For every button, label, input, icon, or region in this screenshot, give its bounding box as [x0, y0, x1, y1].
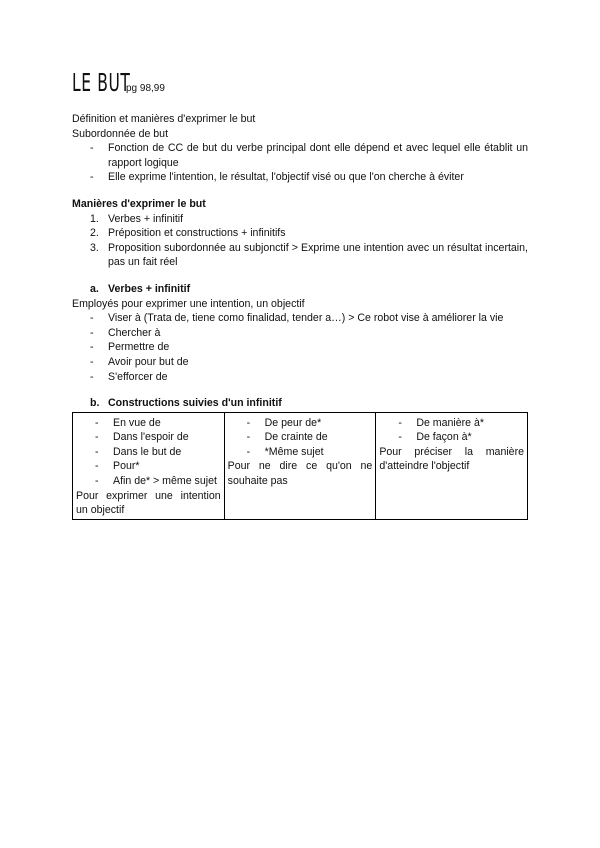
- list-number: 2.: [90, 227, 99, 240]
- list-item: - De crainte de: [228, 430, 373, 445]
- list-item: - Pour*: [76, 459, 221, 474]
- list-text: Verbes + infinitif: [108, 212, 184, 225]
- list-number: 1.: [90, 212, 99, 225]
- cell-list: [379, 416, 524, 445]
- section-a-intro: Employés pour exprimer une intention, un objectif: [72, 297, 305, 310]
- manieres-numbered-list: [72, 212, 528, 270]
- list-item: - Avoir pour but de: [72, 355, 528, 370]
- list-item: - Chercher à: [72, 326, 528, 341]
- section-a-bullet-list: [72, 311, 528, 384]
- constructions-table: [72, 412, 528, 520]
- page-title: LE BUT: [72, 68, 131, 97]
- list-item: - Dans l'espoir de: [76, 430, 221, 445]
- page-reference: pg 98,99: [126, 83, 165, 94]
- cell-note: Pour exprimer une intention un objectif: [76, 489, 221, 517]
- list-item: - Permettre de: [72, 340, 528, 355]
- list-item: - En vue de: [76, 416, 221, 431]
- section-title: Constructions suivies d'un infinitif: [108, 397, 282, 410]
- title-row: [72, 68, 528, 112]
- list-item: - De peur de*: [228, 416, 373, 431]
- section-letter: b.: [90, 397, 100, 410]
- list-text: Préposition et constructions + infinitifs: [108, 227, 286, 240]
- section-title: Verbes + infinitif: [108, 282, 191, 295]
- document-page: [72, 68, 528, 520]
- list-item: - Viser à (Trata de, tiene como finalidad, tender a…) > Ce robot vise à améliorer la vie: [72, 311, 528, 326]
- list-item: - De façon à*: [379, 430, 524, 445]
- list-item: [72, 212, 528, 227]
- list-text: Proposition subordonnée au subjonctif > Exprime une intention avec un résultat incertain, pas un fait réel: [108, 241, 528, 269]
- table-row: [73, 412, 528, 519]
- table-cell-col1: [73, 412, 225, 519]
- list-number: 3.: [90, 241, 99, 254]
- cell-note: Pour préciser la manière d'atteindre l'objectif: [379, 445, 524, 473]
- cell-list: [228, 416, 373, 460]
- cell-list: [76, 416, 221, 489]
- list-item: [72, 226, 528, 241]
- list-item: - Elle exprime l'intention, le résultat, l'objectif visé ou que l'on cherche à éviter: [72, 170, 528, 185]
- list-item: - Fonction de CC de but du verbe principal dont elle dépend et avec lequel elle établit un rapport logique: [72, 141, 528, 170]
- list-item: - Dans le but de: [76, 445, 221, 460]
- section-heading-manieres: Manières d'exprimer le but: [72, 197, 206, 210]
- list-item: - De manière à*: [379, 416, 524, 431]
- cell-note: Pour ne dire ce qu'on ne souhaite pas: [227, 460, 373, 488]
- table-cell-col2: [224, 412, 376, 519]
- list-item: [72, 241, 528, 270]
- section-letter: a.: [90, 282, 99, 295]
- intro-line-definition: Définition et manières d'exprimer le but: [72, 113, 256, 125]
- table-cell-col3: [376, 412, 528, 519]
- intro-bullet-list: [72, 141, 528, 185]
- section-heading-b: [72, 396, 528, 411]
- list-item: - Afin de* > même sujet: [76, 474, 221, 489]
- list-item: - S'efforcer de: [72, 370, 528, 385]
- list-item: - *Même sujet: [228, 445, 373, 460]
- section-heading-a: [72, 282, 528, 297]
- intro-line-subordonnee: Subordonnée de but: [72, 127, 169, 140]
